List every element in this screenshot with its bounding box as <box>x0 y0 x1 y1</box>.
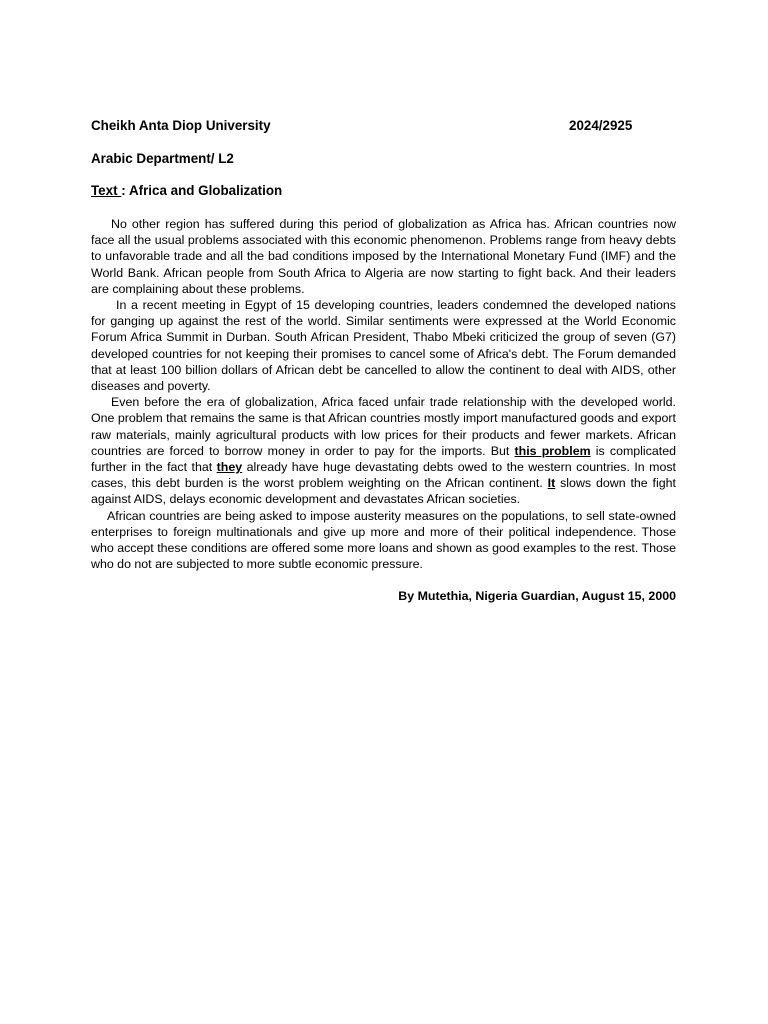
paragraph-3-part-c: already have huge devastating debts owed to the western countries. In most cases, this debt burden is the worst problem weighting on the African continent. <box>91 460 677 491</box>
paragraph-1: No other region has suffered during this period of globalization as Africa has. African countries now face all the usual problems associated with this economic phenomenon. Problems range from heavy debts to unfavorable trade and all the bad conditions imposed by the International Monetary Fund (IMF) and the World Bank. African people from South Africa to Algeria are now starting to fight back. And their leaders are complaining about these problems. <box>91 217 676 296</box>
reference-it: It <box>547 476 556 491</box>
article-body <box>91 216 676 572</box>
text-title-value: : Africa and Globalization <box>121 183 283 198</box>
text-label: Text <box>91 183 122 198</box>
academic-year: 2024/2925 <box>569 118 633 133</box>
paragraph-3-part-a: Even before the era of globalization, Africa faced unfair trade relationship with the developed world. One problem that remains the same is that African countries mostly import manufactured goods and export raw materials, mainly agricultural products with low prices for their products and fewer markets. African countries are forced to borrow money in order to pay for the imports. But <box>91 395 676 458</box>
document-page <box>91 116 676 604</box>
byline: By Mutethia, Nigeria Guardian, August 15, 2000 <box>398 589 676 604</box>
paragraph-3-part-b: is complicated further in the fact that <box>91 443 676 475</box>
paragraph-2: In a recent meeting in Egypt of 15 developing countries, leaders condemned the developed nations for ganging up against the rest of the world. Similar sentiments were expressed at the World Economic Forum Africa Summit in Durban. South African President, Thabo Mbeki criticized the group of seven (G7) developed countries for not keeping their promises to cancel some of Africa's debt. The Forum demanded that at least 100 billion dollars of African debt be cancelled to allow the continent to deal with AIDS, other diseases and poverty. <box>91 298 676 394</box>
department-line <box>91 149 676 169</box>
department-name: Arabic Department/ L2 <box>91 151 234 166</box>
reference-this-problem: this problem <box>514 443 591 458</box>
header-row <box>91 116 676 136</box>
reference-they: they <box>216 460 243 475</box>
paragraph-3-part-d: slows down the fight against AIDS, delays economic development and devastates African societies. <box>91 476 676 507</box>
paragraph-4: African countries are being asked to impose austerity measures on the populations, to sell state-owned enterprises to foreign multinationals and give up more and more of their political independence. Those who accept these conditions are offered some more loans and shown as good examples to the rest. Those who do not are subjected to more subtle economic pressure. <box>91 508 676 572</box>
paragraph-3 <box>91 394 676 507</box>
university-name: Cheikh Anta Diop University <box>91 118 271 133</box>
text-title <box>91 181 676 201</box>
